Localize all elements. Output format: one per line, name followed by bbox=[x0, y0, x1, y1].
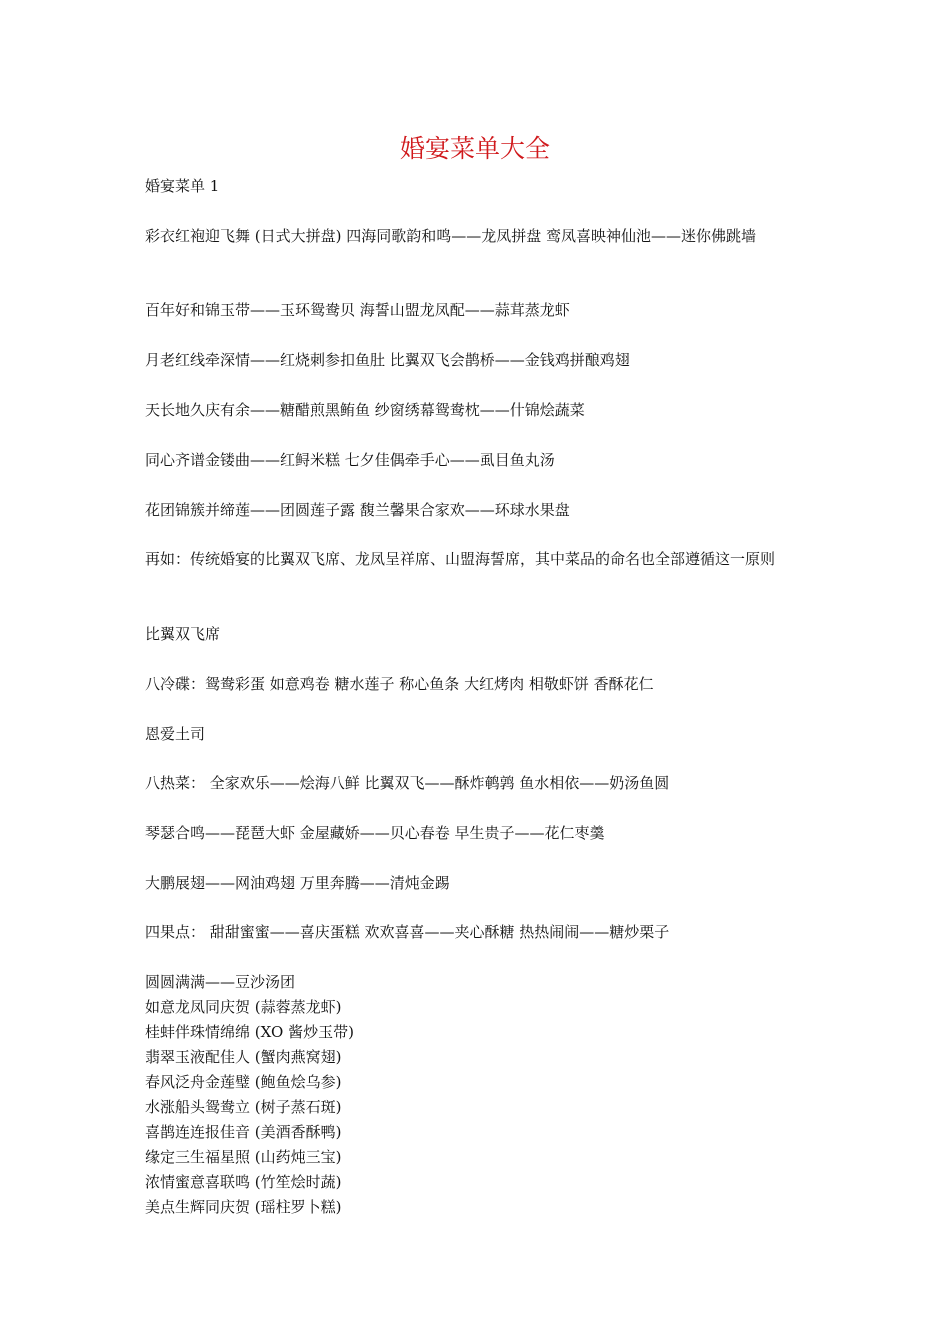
list-item: 喜鹊连连报佳音 (美酒香酥鸭) bbox=[145, 1123, 342, 1141]
hot-dishes-paragraph: 八热菜： 全家欢乐——烩海八鲜 比翼双飞——酥炸鹌鹑 鱼水相依——奶汤鱼圆 bbox=[145, 774, 670, 792]
list-item: 如意龙凤同庆贺 (蒜蓉蒸龙虾) bbox=[145, 998, 342, 1016]
desserts-paragraph: 四果点： 甜甜蜜蜜——喜庆蛋糕 欢欢喜喜——夹心酥糖 热热闹闹——糖炒栗子 bbox=[145, 923, 670, 941]
menu-paragraph: 同心齐谱金镂曲——红鲟米糕 七夕佳偶牵手心——虱目鱼丸汤 bbox=[145, 451, 555, 469]
menu-paragraph: 月老红线牵深情——红烧刺参扣鱼肚 比翼双飞会鹊桥——金钱鸡拼酿鸡翅 bbox=[145, 351, 630, 369]
list-item: 桂蚌伴珠情绵绵 (XO 酱炒玉带) bbox=[145, 1023, 354, 1041]
list-item: 缘定三生福星照 (山药炖三宝) bbox=[145, 1148, 342, 1166]
section-heading-menu-1: 婚宴菜单 1 bbox=[145, 177, 220, 195]
list-item: 翡翠玉液配佳人 (蟹肉燕窝翅) bbox=[145, 1048, 342, 1066]
list-item: 春风泛舟金莲璧 (鲍鱼烩乌参) bbox=[145, 1073, 342, 1091]
cold-dishes-paragraph: 八冷碟：鸳鸯彩蛋 如意鸡卷 糖水莲子 称心鱼条 大红烤肉 相敬虾饼 香酥花仁 bbox=[145, 675, 654, 693]
list-item: 美点生辉同庆贺 (瑶柱罗卜糕) bbox=[145, 1198, 342, 1216]
section-heading-biyi: 比翼双飞席 bbox=[145, 625, 221, 643]
list-item: 圆圆满满——豆沙汤团 bbox=[145, 973, 296, 991]
list-item: 浓情蜜意喜联鸣 (竹笙烩时蔬) bbox=[145, 1173, 342, 1191]
menu-paragraph: 花团锦簇并缔莲——团圆莲子露 馥兰馨果合家欢——环球水果盘 bbox=[145, 501, 570, 519]
menu-paragraph: 彩衣红袍迎飞舞 (日式大拼盘) 四海同歌韵和鸣——龙凤拼盘 鸾凤喜映神仙池——迷你佛跳墙 bbox=[145, 227, 757, 245]
list-item: 水涨船头鸳鸯立 (树子蒸石斑) bbox=[145, 1098, 342, 1116]
menu-paragraph: 百年好和锦玉带——玉环鸳鸯贝 海誓山盟龙凤配——蒜茸蒸龙虾 bbox=[145, 301, 570, 319]
intro-paragraph: 再如：传统婚宴的比翼双飞席、龙凤呈祥席、山盟海誓席，其中菜品的命名也全部遵循这一原则 bbox=[145, 550, 776, 568]
menu-paragraph: 天长地久庆有余——糖醋煎黑鲔鱼 纱窗绣幕鸳鸯枕——什锦烩蔬菜 bbox=[145, 401, 585, 419]
menu-paragraph: 琴瑟合鸣——琵琶大虾 金屋藏娇——贝心春卷 早生贵子——花仁枣羹 bbox=[145, 824, 605, 842]
document-title: 婚宴菜单大全 bbox=[399, 134, 550, 163]
menu-paragraph: 大鹏展翅——网油鸡翅 万里奔腾——清炖金踢 bbox=[145, 874, 450, 892]
dish-list bbox=[145, 970, 815, 1220]
menu-paragraph: 恩爱土司 bbox=[145, 725, 206, 743]
